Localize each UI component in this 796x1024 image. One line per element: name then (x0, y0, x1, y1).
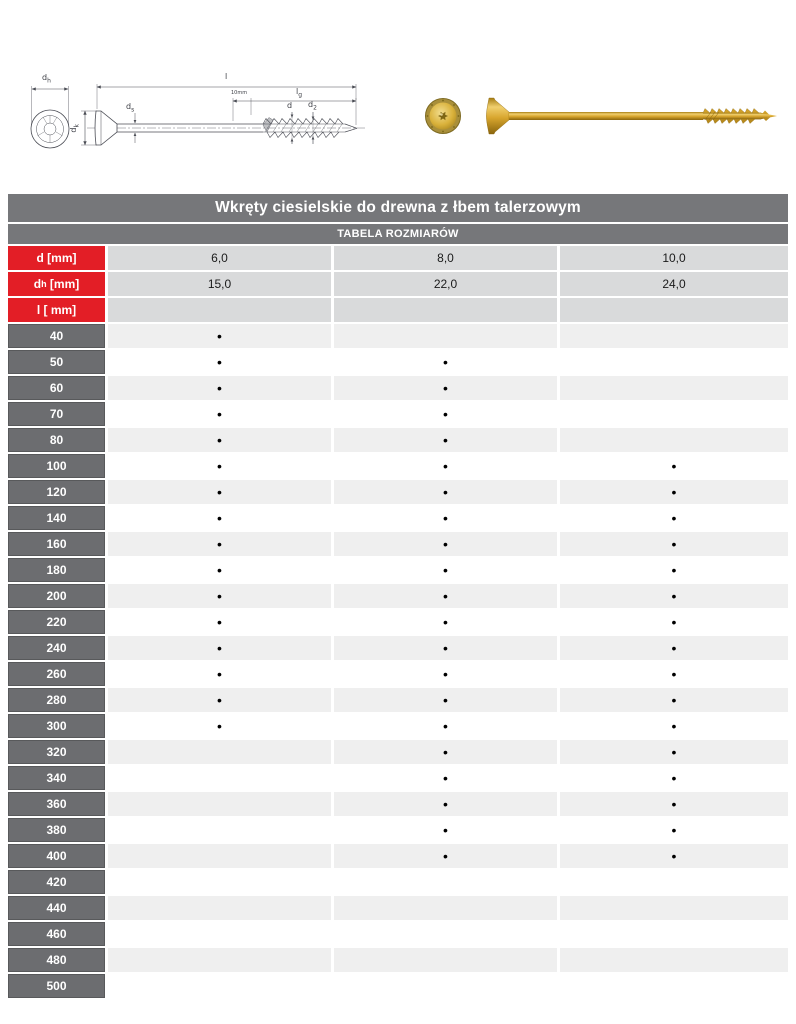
length-label-cell: 460 (8, 922, 105, 946)
availability-dot: • (443, 536, 448, 552)
availability-cell (108, 662, 331, 686)
availability-cell (560, 454, 788, 478)
length-label-cell: 60 (8, 376, 105, 400)
availability-dot: • (443, 614, 448, 630)
availability-cell (108, 558, 331, 582)
table-title: Wkręty ciesielskie do drewna z łbem talerzowym (8, 194, 788, 222)
availability-cell (334, 480, 557, 504)
availability-cell (334, 766, 557, 790)
length-label-cell: 360 (8, 792, 105, 816)
availability-cell (560, 506, 788, 530)
length-label-cell: 160 (8, 532, 105, 556)
availability-cell (108, 896, 331, 920)
availability-dot: • (671, 510, 677, 526)
length-label-cell: 500 (8, 974, 105, 998)
availability-cell (560, 688, 788, 712)
length-label-cell: 70 (8, 402, 105, 426)
length-label-cell: 200 (8, 584, 105, 608)
spec-label-cell: d h [mm] (8, 272, 105, 296)
availability-cell (108, 532, 331, 556)
length-label-cell: 380 (8, 818, 105, 842)
availability-cell (334, 818, 557, 842)
availability-dot: • (671, 484, 677, 500)
availability-cell (560, 324, 788, 348)
size-grid (8, 246, 788, 998)
spec-label-cell: d [mm] (8, 246, 105, 270)
availability-cell (334, 402, 557, 426)
length-label-cell: 320 (8, 740, 105, 764)
availability-cell (108, 844, 331, 868)
availability-cell (560, 896, 788, 920)
availability-dot: • (443, 848, 448, 864)
availability-cell (560, 584, 788, 608)
availability-cell (560, 818, 788, 842)
dim-label-ten-mm (231, 91, 247, 96)
availability-dot: • (671, 562, 677, 578)
availability-cell (108, 610, 331, 634)
technical-drawing (15, 55, 370, 173)
availability-cell (560, 428, 788, 452)
length-label-cell: 80 (8, 428, 105, 452)
dim-label-text: d (68, 127, 78, 133)
availability-cell (334, 922, 557, 946)
dim-label-subscript: s (131, 106, 135, 114)
screw-photo-image (405, 86, 790, 156)
availability-dot: • (217, 614, 222, 630)
length-label-cell: 120 (8, 480, 105, 504)
availability-cell (108, 402, 331, 426)
availability-dot: • (671, 718, 677, 734)
availability-cell (560, 714, 788, 738)
availability-dot: • (671, 614, 677, 630)
top-section (0, 0, 796, 192)
availability-dot: • (443, 484, 448, 500)
length-label-cell: 100 (8, 454, 105, 478)
availability-dot: • (217, 458, 222, 474)
length-label-cell: 400 (8, 844, 105, 868)
availability-cell (108, 714, 331, 738)
length-label-cell: 50 (8, 350, 105, 374)
availability-cell (334, 870, 557, 894)
length-label-cell: 280 (8, 688, 105, 712)
availability-cell (334, 948, 557, 972)
availability-dot: • (217, 588, 222, 604)
availability-cell (560, 480, 788, 504)
availability-cell (108, 974, 331, 998)
availability-dot: • (671, 536, 677, 552)
availability-dot: • (671, 770, 677, 786)
availability-cell (108, 506, 331, 530)
availability-dot: • (671, 744, 677, 760)
dim-label-text: l (225, 72, 228, 81)
availability-cell (334, 532, 557, 556)
availability-dot: • (443, 354, 448, 370)
dim-label-subscript: k (73, 124, 81, 128)
availability-dot: • (671, 848, 677, 864)
availability-cell (334, 610, 557, 634)
availability-cell (108, 740, 331, 764)
availability-dot: • (443, 692, 448, 708)
availability-cell (108, 480, 331, 504)
spec-value-cell (560, 298, 788, 322)
availability-cell (560, 376, 788, 400)
availability-cell (560, 350, 788, 374)
availability-cell (108, 948, 331, 972)
size-table (8, 194, 788, 998)
availability-dot: • (443, 406, 448, 422)
availability-cell (560, 948, 788, 972)
availability-dot: • (217, 536, 222, 552)
availability-cell (334, 740, 557, 764)
availability-dot: • (217, 328, 222, 344)
availability-cell (334, 376, 557, 400)
availability-cell (108, 584, 331, 608)
dim-label-thread-length (296, 88, 302, 99)
availability-dot: • (217, 354, 222, 370)
availability-dot: • (443, 380, 448, 396)
availability-dot: • (443, 796, 448, 812)
length-label-cell: 40 (8, 324, 105, 348)
spec-value-cell (334, 298, 557, 322)
table-subtitle: TABELA ROZMIARÓW (8, 224, 788, 244)
availability-cell (334, 558, 557, 582)
availability-cell (334, 324, 557, 348)
spec-value-cell: 24,0 (560, 272, 788, 296)
availability-cell (560, 636, 788, 660)
dim-label-text: d (126, 102, 132, 111)
availability-cell (108, 636, 331, 660)
availability-cell (334, 974, 557, 998)
availability-cell (108, 324, 331, 348)
availability-dot: • (217, 640, 222, 656)
dim-label-text: d (287, 101, 293, 110)
availability-cell (334, 662, 557, 686)
availability-cell (334, 896, 557, 920)
availability-cell (108, 792, 331, 816)
availability-dot: • (443, 458, 448, 474)
length-label-cell: 440 (8, 896, 105, 920)
dim-label-subscript: h (47, 77, 51, 85)
spec-value-cell: 8,0 (334, 246, 557, 270)
availability-cell (334, 584, 557, 608)
availability-cell (560, 844, 788, 868)
length-label-cell: 480 (8, 948, 105, 972)
availability-cell (108, 376, 331, 400)
availability-cell (108, 766, 331, 790)
availability-dot: • (217, 406, 222, 422)
length-label-cell: 140 (8, 506, 105, 530)
spec-value-cell (108, 298, 331, 322)
dim-label-head-height (70, 124, 81, 133)
product-photo (405, 86, 790, 156)
availability-dot: • (217, 484, 222, 500)
availability-cell (334, 844, 557, 868)
availability-cell (108, 454, 331, 478)
availability-cell (108, 688, 331, 712)
availability-dot: • (443, 562, 448, 578)
availability-cell (108, 818, 331, 842)
screw-schematic-drawing (15, 55, 370, 173)
availability-dot: • (217, 510, 222, 526)
availability-cell (560, 870, 788, 894)
availability-dot: • (217, 380, 222, 396)
availability-dot: • (217, 692, 222, 708)
length-label-cell: 240 (8, 636, 105, 660)
availability-dot: • (443, 822, 448, 838)
availability-cell (560, 766, 788, 790)
availability-dot: • (443, 718, 448, 734)
availability-dot: • (217, 562, 222, 578)
availability-cell (560, 558, 788, 582)
availability-cell (108, 350, 331, 374)
availability-dot: • (443, 640, 448, 656)
dim-label-subscript: g (298, 91, 303, 99)
availability-cell (108, 428, 331, 452)
dim-label-text: l (296, 87, 299, 96)
availability-dot: • (671, 666, 677, 682)
length-label-cell: 300 (8, 714, 105, 738)
availability-cell (560, 740, 788, 764)
availability-dot: • (443, 432, 448, 448)
availability-cell (108, 870, 331, 894)
length-label-cell: 180 (8, 558, 105, 582)
screw-shank (509, 112, 703, 120)
dim-label-shank-diameter (126, 103, 134, 114)
availability-cell (334, 454, 557, 478)
dim-label-total-length (225, 73, 227, 81)
availability-dot: • (443, 744, 448, 760)
availability-cell (334, 714, 557, 738)
availability-dot: • (671, 640, 677, 656)
availability-cell (560, 974, 788, 998)
availability-dot: • (443, 588, 448, 604)
availability-dot: • (217, 666, 222, 682)
availability-cell (560, 662, 788, 686)
availability-dot: • (443, 770, 448, 786)
dim-label-text: d (308, 100, 314, 109)
spec-label-cell: l [ mm] (8, 298, 105, 322)
availability-cell (334, 688, 557, 712)
availability-dot: • (443, 666, 448, 682)
thread-top (703, 109, 759, 114)
availability-cell (334, 350, 557, 374)
dim-label-subscript: 2 (313, 104, 317, 112)
availability-cell (560, 532, 788, 556)
spec-value-cell: 10,0 (560, 246, 788, 270)
availability-cell (334, 506, 557, 530)
availability-cell (108, 922, 331, 946)
spec-value-cell: 6,0 (108, 246, 331, 270)
availability-cell (560, 792, 788, 816)
availability-cell (560, 402, 788, 426)
availability-dot: • (217, 718, 222, 734)
availability-dot: • (217, 432, 222, 448)
availability-cell (560, 922, 788, 946)
length-label-cell: 340 (8, 766, 105, 790)
availability-cell (334, 792, 557, 816)
dim-label-text: d (42, 73, 48, 82)
dim-label-text: 10mm (231, 90, 248, 96)
availability-cell (334, 428, 557, 452)
availability-dot: • (443, 510, 448, 526)
spec-value-cell: 15,0 (108, 272, 331, 296)
spec-value-cell: 22,0 (334, 272, 557, 296)
availability-dot: • (671, 588, 677, 604)
dim-label-head-diameter (42, 74, 51, 85)
length-label-cell: 220 (8, 610, 105, 634)
length-label-cell: 260 (8, 662, 105, 686)
availability-cell (560, 610, 788, 634)
availability-dot: • (671, 458, 677, 474)
dim-label-thread-diameter (287, 102, 292, 110)
length-label-cell: 420 (8, 870, 105, 894)
availability-dot: • (671, 692, 677, 708)
screw-head-side (486, 98, 509, 134)
availability-dot: • (671, 796, 677, 812)
dim-label-tip-diameter (308, 101, 317, 112)
availability-dot: • (671, 822, 677, 838)
availability-cell (334, 636, 557, 660)
